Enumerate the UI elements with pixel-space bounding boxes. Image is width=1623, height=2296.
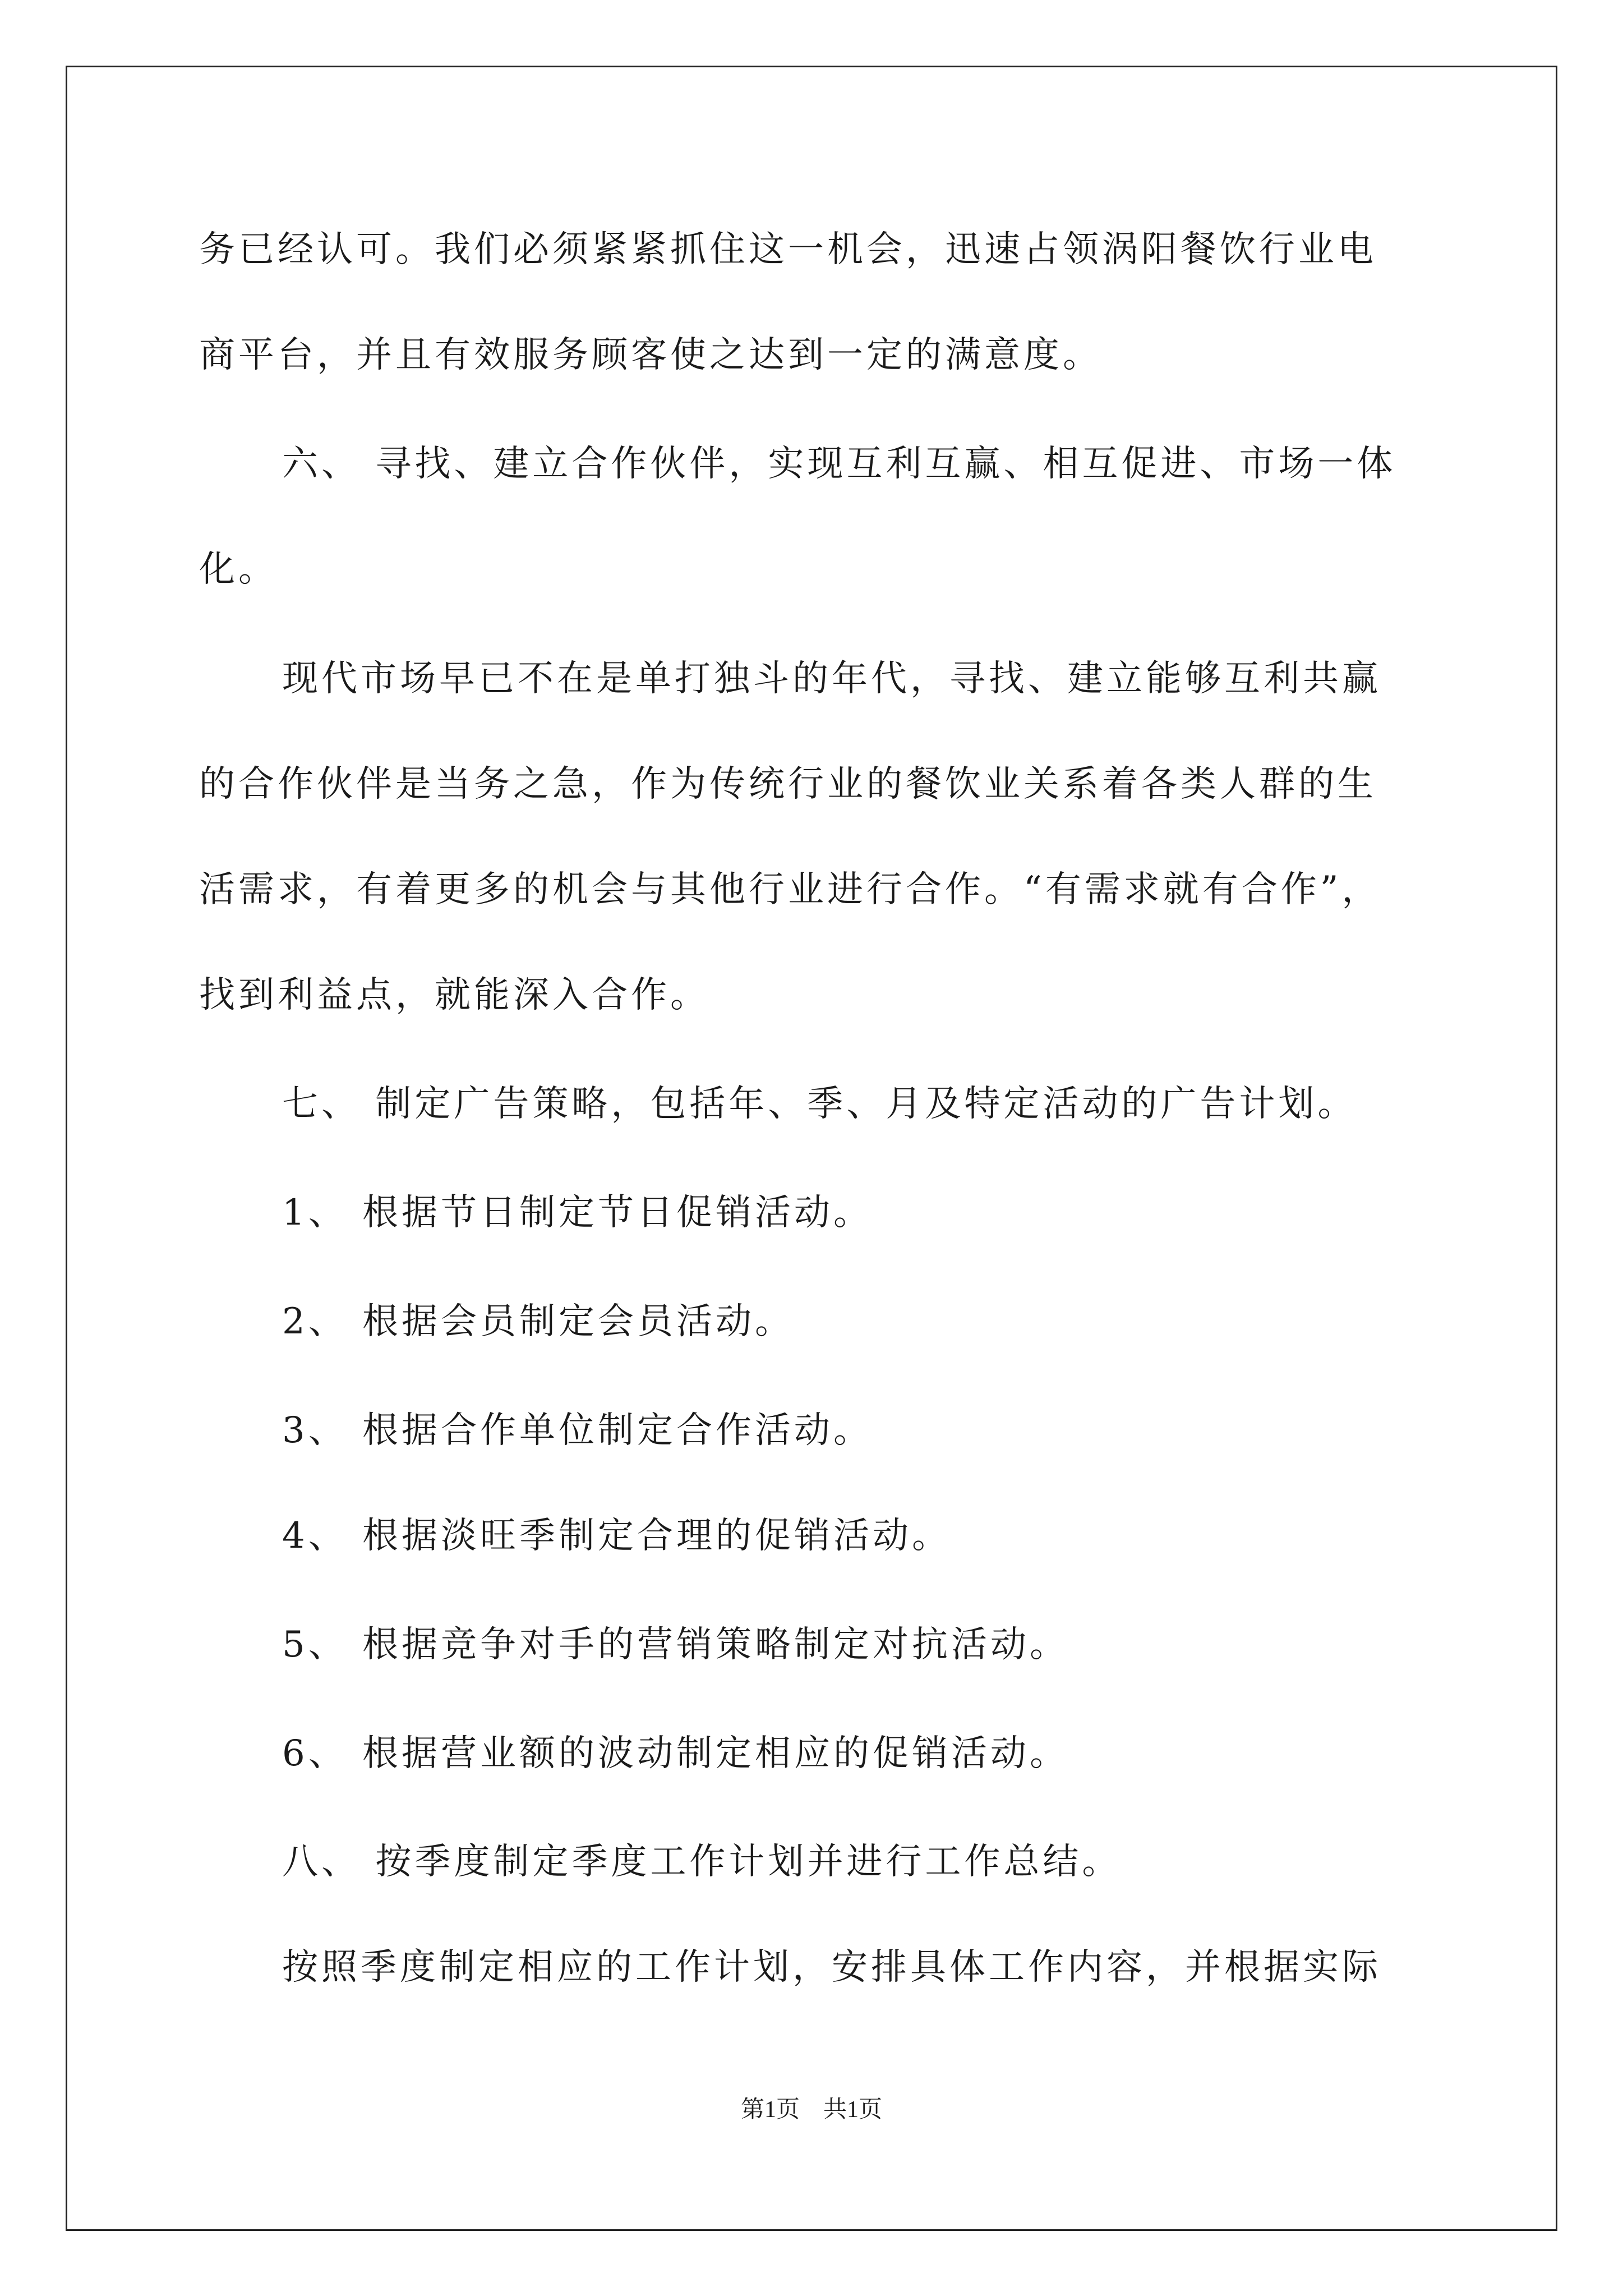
page-footer: 第1页 共1页 bbox=[740, 2097, 882, 2123]
text-line: 商平台，并且有效服务顾客使之达到一定的满意度。 bbox=[199, 334, 1102, 376]
list-item: 4、 根据淡旺季制定合理的促销活动。 bbox=[282, 1515, 952, 1557]
text-line: 按照季度制定相应的工作计划，安排具体工作内容，并根据实际 bbox=[282, 1947, 1381, 1988]
page-border bbox=[66, 66, 1557, 2231]
text-line: 找到利益点，就能深入合作。 bbox=[199, 974, 709, 1016]
section-heading-6: 六、 寻找、建立合作伙伴，实现互利互赢、相互促进、市场一体 bbox=[282, 443, 1396, 485]
section-heading-8: 八、 按季度制定季度工作计划并进行工作总结。 bbox=[282, 1841, 1122, 1883]
list-item: 5、 根据竞争对手的营销策略制定对抗活动。 bbox=[282, 1624, 1069, 1665]
text-line: 现代市场早已不在是单打独斗的年代，寻找、建立能够互利共赢 bbox=[282, 658, 1381, 700]
list-item: 2、 根据会员制定会员活动。 bbox=[282, 1301, 795, 1342]
list-item: 6、 根据营业额的波动制定相应的促销活动。 bbox=[282, 1733, 1069, 1774]
text-line: 务已经认可。我们必须紧紧抓住这一机会，迅速占领涡阳餐饮行业电 bbox=[199, 229, 1377, 270]
text-line: 化。 bbox=[199, 549, 278, 590]
section-heading-7: 七、 制定广告策略，包括年、季、月及特定活动的广告计划。 bbox=[282, 1083, 1357, 1125]
text-line: 活需求，有着更多的机会与其他行业进行合作。“有需求就有合作”， bbox=[199, 869, 1381, 910]
list-item: 3、 根据合作单位制定合作活动。 bbox=[282, 1410, 873, 1451]
text-line: 的合作伙伴是当务之急，作为传统行业的餐饮业关系着各类人群的生 bbox=[199, 763, 1377, 805]
list-item: 1、 根据节日制定节日促销活动。 bbox=[282, 1192, 873, 1234]
